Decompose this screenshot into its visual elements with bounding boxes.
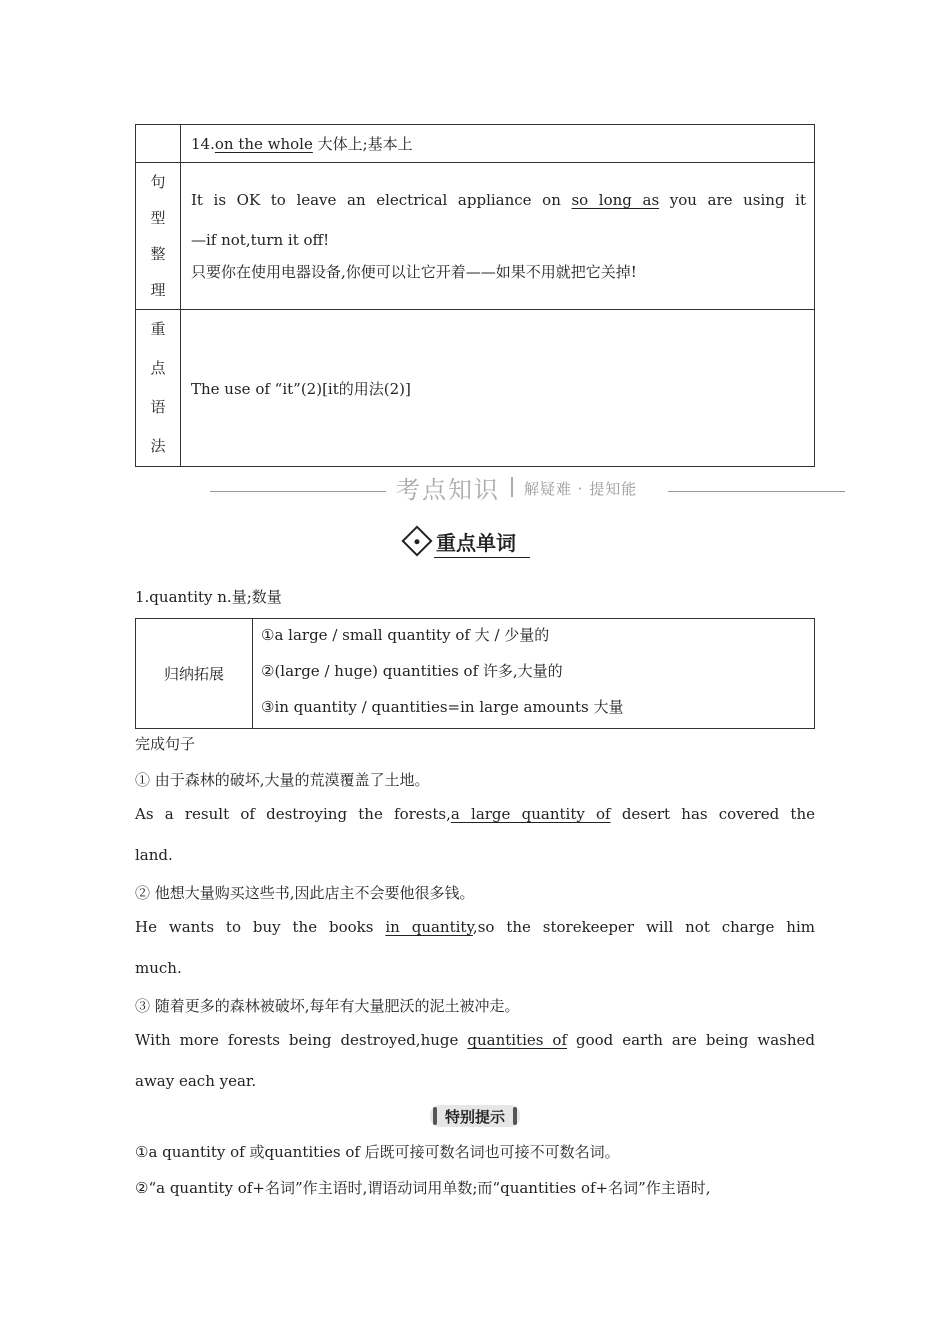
- summary-item: ③in quantity / quantities=in large amounts 大量: [261, 697, 624, 716]
- banner-divider: [511, 477, 513, 497]
- tip-label: 特别提示: [444, 1108, 505, 1126]
- word-heading: 1.quantity n.量;数量: [135, 588, 282, 606]
- special-tip-badge: [430, 1105, 520, 1127]
- phrase-underlined: on the whole: [214, 135, 313, 153]
- sentence-text: As a result of destroying the forests,: [135, 805, 451, 823]
- banner-rule-left: [210, 491, 386, 492]
- sentence-2-chinese: ② 他想大量购买这些书,因此店主不会要他很多钱。: [135, 884, 475, 902]
- side-char: 法: [150, 437, 166, 455]
- sentence-2-end: much.: [135, 959, 182, 977]
- empty-side-cell: [136, 125, 181, 163]
- sentence-text: good earth are being washed: [567, 1031, 815, 1049]
- answer-underlined: a large quantity of: [450, 805, 611, 823]
- phrase-number: 14.: [191, 135, 215, 153]
- summary-item: ①a large / small quantity of 大 / 少量的: [261, 625, 550, 644]
- diamond-icon: [401, 525, 432, 556]
- banner-title: 考点知识: [396, 476, 500, 504]
- summary-label: 归纳拓展: [136, 619, 253, 729]
- sentence-pattern-label: [136, 163, 181, 310]
- sentence-2-english: [135, 918, 815, 936]
- phrase-meaning: 大体上;基本上: [312, 135, 413, 153]
- side-char: 句: [150, 173, 166, 191]
- sentence-text: ,so the storekeeper will not charge him: [472, 918, 815, 936]
- pattern-text: you are using it: [659, 191, 806, 209]
- tip-note-2: ②“a quantity of+名词”作主语时,谓语动词用单数;而“quantities of+名词”作主语时,: [135, 1179, 711, 1197]
- sentence-pattern-content: [181, 163, 815, 310]
- key-grammar-content: [181, 310, 815, 467]
- summary-item: ②(large / huge) quantities of 许多,大量的: [261, 661, 563, 680]
- summary-table: [135, 618, 815, 729]
- grammar-text: The use of “it”(2)[it的用法(2)]: [191, 379, 411, 398]
- sentence-3-end: away each year.: [135, 1072, 257, 1090]
- pattern-text: It is OK to leave an electrical appliance on: [191, 191, 572, 209]
- sentence-3-chinese: ③ 随着更多的森林被破坏,每年有大量肥沃的泥土被冲走。: [135, 997, 520, 1015]
- sentence-1-end: land.: [135, 846, 173, 864]
- section-banner: [210, 470, 845, 506]
- side-char: 整: [150, 245, 166, 263]
- sentence-grammar-table: [135, 124, 815, 467]
- sentence-1-chinese: ① 由于森林的破坏,大量的荒漠覆盖了土地。: [135, 771, 430, 789]
- tip-note-1: ①a quantity of 或quantities of 后既可接可数名词也可接不可数名词。: [135, 1143, 620, 1161]
- section-title: 重点单词: [436, 531, 516, 555]
- phrase-row: [181, 125, 815, 163]
- banner-rule-right: [668, 491, 845, 492]
- side-char: 型: [150, 209, 166, 227]
- exercise-title: 完成句子: [135, 735, 196, 753]
- sentence-1-english: [135, 805, 815, 823]
- pattern-line-2: —if not,turn it off!: [191, 231, 330, 249]
- side-char: 重: [150, 320, 166, 338]
- side-char: 点: [150, 359, 166, 377]
- banner-subtitle: 解疑难 · 提知能: [524, 480, 638, 498]
- sentence-3-english: [135, 1031, 815, 1049]
- side-char: 语: [150, 398, 166, 416]
- sentence-text: He wants to buy the books: [135, 918, 386, 936]
- pattern-translation: 只要你在使用电器设备,你便可以让它开着——如果不用就把它关掉!: [191, 263, 637, 281]
- key-grammar-label: [136, 310, 181, 467]
- answer-underlined: in quantity: [385, 918, 473, 936]
- section-underline: [434, 557, 530, 558]
- sentence-text: desert has covered the: [610, 805, 815, 823]
- answer-underlined: quantities of: [467, 1031, 568, 1049]
- side-char: 理: [150, 281, 166, 299]
- sentence-text: With more forests being destroyed,huge: [135, 1031, 468, 1049]
- summary-items: [253, 619, 815, 729]
- pattern-underlined: so long as: [571, 191, 660, 209]
- pattern-line-1: [191, 180, 806, 220]
